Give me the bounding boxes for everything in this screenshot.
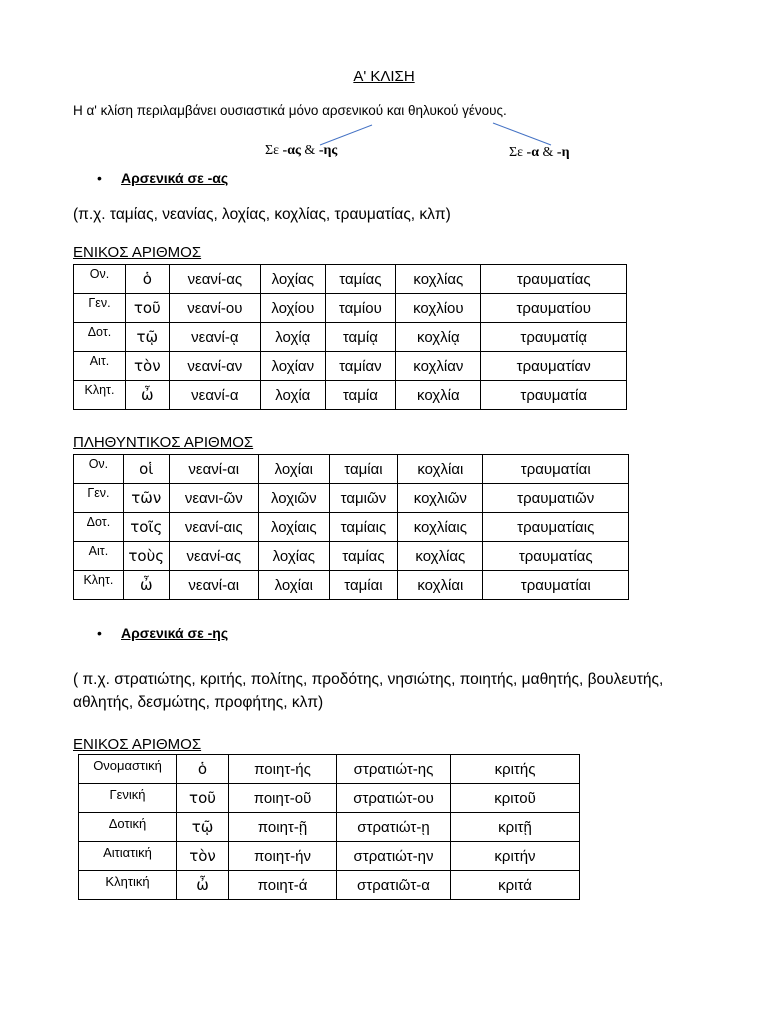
- branch-line-right: [493, 123, 551, 145]
- form-cell: τραυματίαι: [483, 571, 629, 600]
- s1-plural-row: [74, 571, 629, 600]
- form-cell: νεανί-α: [169, 381, 260, 410]
- form-cell: ταμιῶν: [329, 484, 398, 513]
- case-label: Αιτ.: [74, 542, 124, 571]
- form-cell: ποιητ-ῇ: [229, 813, 337, 842]
- s2-singular-row: [79, 784, 580, 813]
- branch-left-ending-1: -ας: [282, 143, 301, 158]
- form-cell: ταμίου: [325, 294, 396, 323]
- form-cell: κοχλίαις: [398, 513, 483, 542]
- s1-singular-row: [74, 381, 627, 410]
- s1-singular-row: [74, 265, 627, 294]
- form-cell: τραυματίαις: [483, 513, 629, 542]
- section1-heading: [97, 170, 228, 186]
- article-cell: τῷ: [125, 323, 169, 352]
- s1-plural-row: [74, 484, 629, 513]
- section2-singular-label: ΕΝΙΚΟΣ ΑΡΙΘΜΟΣ: [73, 736, 202, 753]
- branch-left-ending-2: -ης: [318, 143, 338, 158]
- section1-plural-label: ΠΛΗΘΥΝΤΙΚΟΣ ΑΡΙΘΜΟΣ: [73, 434, 254, 451]
- form-cell: στρατιώτ-ην: [337, 842, 451, 871]
- form-cell: τραυματίαι: [483, 455, 629, 484]
- article-cell: τοῦ: [125, 294, 169, 323]
- section2-examples: ( π.χ. στρατιώτης, κριτής, πολίτης, προδότης, νησιώτης, ποιητής, μαθητής, βουλευτής, αθλητής, δεσμώτης, προφήτης, κλπ): [73, 671, 664, 711]
- form-cell: κριτής: [451, 755, 580, 784]
- case-label: Κλητική: [79, 871, 177, 900]
- article-cell: ὦ: [177, 871, 229, 900]
- form-cell: νεανί-αι: [169, 455, 258, 484]
- form-cell: στρατιῶτ-α: [337, 871, 451, 900]
- branch-left-prefix: Σε: [265, 143, 283, 158]
- section2-heading-text: Αρσενικά σε -ης: [121, 625, 229, 641]
- form-cell: κριτῇ: [451, 813, 580, 842]
- section1-singular-label: ΕΝΙΚΟΣ ΑΡΙΘΜΟΣ: [73, 244, 202, 261]
- s2-singular-row: [79, 813, 580, 842]
- form-cell: τραυματίᾳ: [481, 323, 627, 352]
- branch-right-ending-1: -α: [526, 145, 540, 160]
- form-cell: λοχίας: [258, 542, 329, 571]
- form-cell: λοχίαις: [258, 513, 329, 542]
- article-cell: τοῖς: [123, 513, 169, 542]
- form-cell: τραυματίας: [481, 265, 627, 294]
- case-label: Κλητ.: [74, 571, 124, 600]
- article-cell: ὁ: [177, 755, 229, 784]
- case-label: Δοτ.: [74, 513, 124, 542]
- form-cell: ταμίας: [329, 542, 398, 571]
- form-cell: κοχλίᾳ: [396, 323, 481, 352]
- case-label: Γεν.: [74, 484, 124, 513]
- form-cell: λοχία: [261, 381, 325, 410]
- s2-singular-row: [79, 871, 580, 900]
- form-cell: ταμίαν: [325, 352, 396, 381]
- form-cell: νεανί-ᾳ: [169, 323, 260, 352]
- article-cell: τοὺς: [123, 542, 169, 571]
- form-cell: τραυματίου: [481, 294, 627, 323]
- form-cell: κοχλίας: [398, 542, 483, 571]
- form-cell: τραυματία: [481, 381, 627, 410]
- form-cell: λοχίου: [261, 294, 325, 323]
- form-cell: κριτήν: [451, 842, 580, 871]
- form-cell: νεανί-αις: [169, 513, 258, 542]
- s1-singular-row: [74, 323, 627, 352]
- form-cell: νεανι-ῶν: [169, 484, 258, 513]
- page-title: Α' ΚΛΙΣΗ: [353, 68, 415, 85]
- article-cell: τὸν: [125, 352, 169, 381]
- s1-singular-row: [74, 352, 627, 381]
- article-cell: τοῦ: [177, 784, 229, 813]
- form-cell: λοχίαι: [258, 571, 329, 600]
- s2-singular-row: [79, 755, 580, 784]
- form-cell: ποιητ-ής: [229, 755, 337, 784]
- form-cell: ποιητ-ήν: [229, 842, 337, 871]
- case-label: Αιτιατική: [79, 842, 177, 871]
- s1-singular-row: [74, 294, 627, 323]
- form-cell: ταμίαι: [329, 571, 398, 600]
- branch-right-amp: &: [539, 145, 557, 160]
- form-cell: νεανί-ας: [169, 265, 260, 294]
- form-cell: ταμία: [325, 381, 396, 410]
- form-cell: ποιητ-ά: [229, 871, 337, 900]
- form-cell: λοχίας: [261, 265, 325, 294]
- section1-heading-text: Αρσενικά σε -ας: [121, 170, 229, 186]
- s1-plural-row: [74, 455, 629, 484]
- article-cell: ὦ: [123, 571, 169, 600]
- section2-heading: [97, 625, 228, 641]
- s1-plural-row: [74, 513, 629, 542]
- form-cell: κοχλίας: [396, 265, 481, 294]
- form-cell: τραυματίας: [483, 542, 629, 571]
- case-label: Δοτική: [79, 813, 177, 842]
- branch-left-endings: [265, 143, 337, 159]
- article-cell: τὸν: [177, 842, 229, 871]
- bullet-icon: •: [97, 170, 102, 186]
- s1-plural-row: [74, 542, 629, 571]
- section1-examples: (π.χ. ταμίας, νεανίας, λοχίας, κοχλίας, τραυματίας, κλπ): [73, 206, 451, 223]
- form-cell: κοχλίαι: [398, 455, 483, 484]
- article-cell: ὦ: [125, 381, 169, 410]
- form-cell: νεανί-ας: [169, 542, 258, 571]
- branch-right-ending-2: -η: [556, 145, 570, 160]
- form-cell: στρατιώτ-ης: [337, 755, 451, 784]
- case-label: Ον.: [74, 455, 124, 484]
- case-label: Γενική: [79, 784, 177, 813]
- table-s1-plural: [73, 454, 629, 600]
- case-label: Ον.: [74, 265, 126, 294]
- form-cell: λοχίαν: [261, 352, 325, 381]
- intro-text: Η α' κλίση περιλαμβάνει ουσιαστικά μόνο αρσενικού και θηλυκού γένους.: [73, 103, 507, 118]
- form-cell: νεανί-ου: [169, 294, 260, 323]
- bullet-icon: •: [97, 625, 102, 641]
- table-s2-singular: [78, 754, 580, 900]
- case-label: Δοτ.: [74, 323, 126, 352]
- table-s1-singular: [73, 264, 627, 410]
- branch-right-prefix: Σε: [509, 145, 527, 160]
- form-cell: νεανί-αν: [169, 352, 260, 381]
- form-cell: ταμίαις: [329, 513, 398, 542]
- form-cell: στρατιώτ-ῃ: [337, 813, 451, 842]
- form-cell: κοχλίου: [396, 294, 481, 323]
- form-cell: τραυματιῶν: [483, 484, 629, 513]
- form-cell: κριτά: [451, 871, 580, 900]
- form-cell: ταμίαι: [329, 455, 398, 484]
- branch-left-amp: &: [300, 143, 319, 158]
- case-label: Ονομαστική: [79, 755, 177, 784]
- form-cell: κριτοῦ: [451, 784, 580, 813]
- case-label: Αιτ.: [74, 352, 126, 381]
- article-cell: οἱ: [123, 455, 169, 484]
- case-label: Κλητ.: [74, 381, 126, 410]
- branch-right-endings: [509, 145, 570, 161]
- form-cell: νεανί-αι: [169, 571, 258, 600]
- form-cell: λοχίαι: [258, 455, 329, 484]
- form-cell: ποιητ-οῦ: [229, 784, 337, 813]
- form-cell: λοχίᾳ: [261, 323, 325, 352]
- branch-line-left: [320, 125, 372, 145]
- form-cell: κοχλίαι: [398, 571, 483, 600]
- s2-singular-row: [79, 842, 580, 871]
- form-cell: ταμίας: [325, 265, 396, 294]
- article-cell: τῷ: [177, 813, 229, 842]
- article-cell: ὁ: [125, 265, 169, 294]
- form-cell: κοχλίαν: [396, 352, 481, 381]
- form-cell: στρατιώτ-ου: [337, 784, 451, 813]
- article-cell: τῶν: [123, 484, 169, 513]
- form-cell: λοχιῶν: [258, 484, 329, 513]
- form-cell: τραυματίαν: [481, 352, 627, 381]
- form-cell: κοχλία: [396, 381, 481, 410]
- form-cell: ταμίᾳ: [325, 323, 396, 352]
- case-label: Γεν.: [74, 294, 126, 323]
- form-cell: κοχλιῶν: [398, 484, 483, 513]
